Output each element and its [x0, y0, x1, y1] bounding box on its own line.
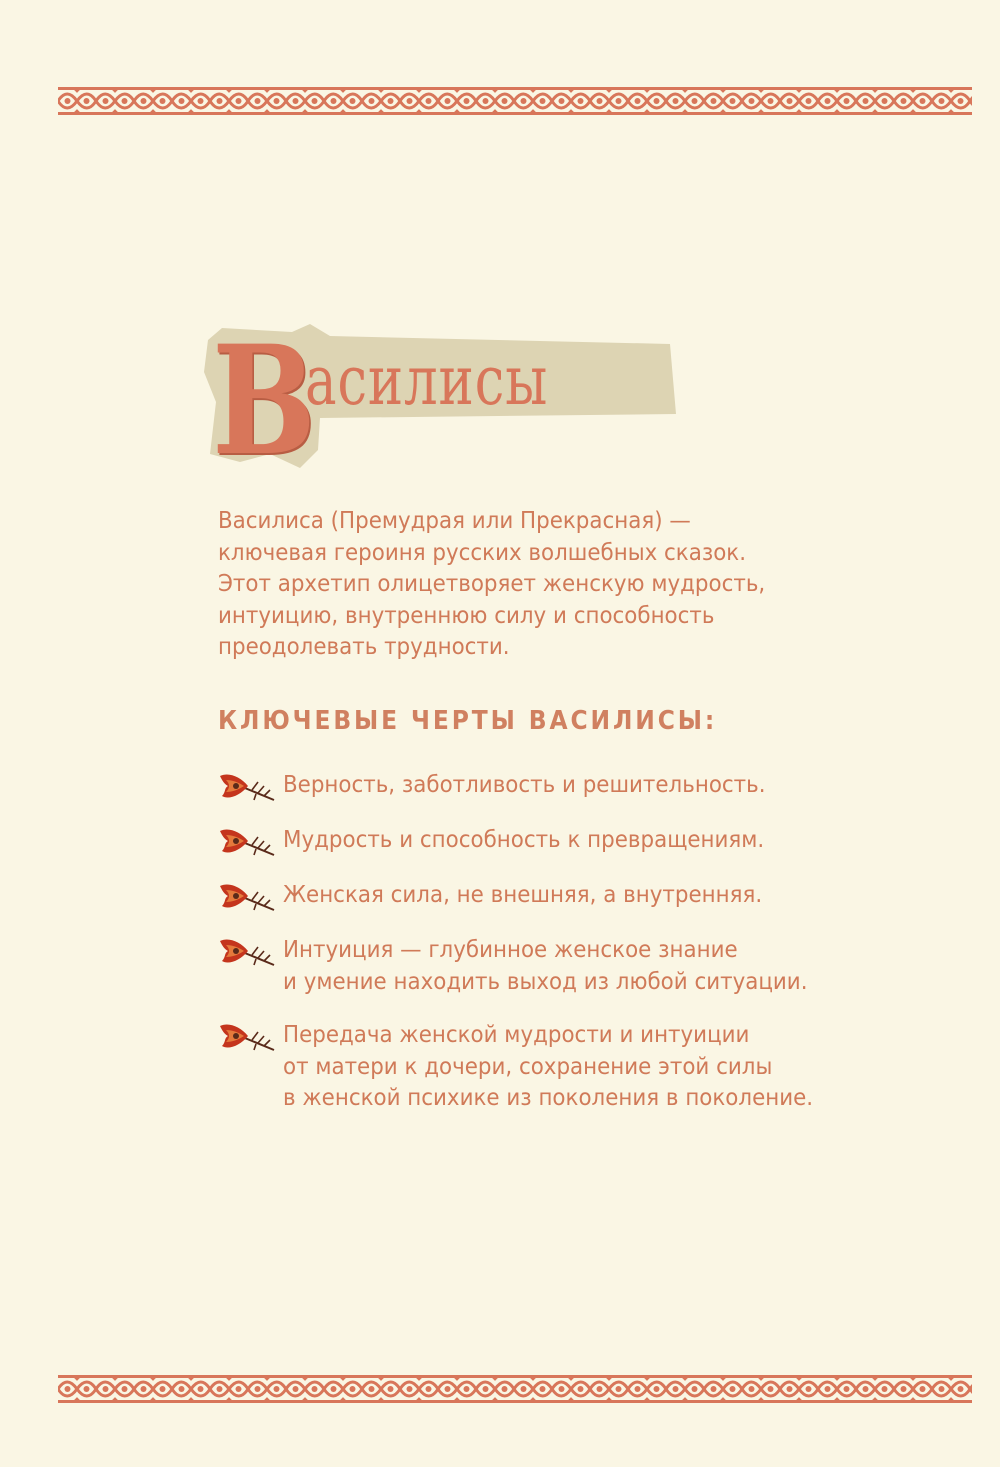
- firebird-feather-icon: [218, 880, 276, 914]
- intro-line: Этот архетип олицетворяет женскую мудрость,: [218, 571, 766, 597]
- title-initial-letter: В: [212, 313, 316, 489]
- trait-line: в женской психике из поколения в поколение.: [283, 1085, 814, 1111]
- intro-line: ключевая героиня русских волшебных сказок.: [218, 539, 747, 566]
- trait-line: и умение находить выход из любой ситуации.: [283, 968, 808, 995]
- trait-line: Мудрость и способность к превращениям.: [283, 827, 765, 853]
- folk-ornament-icon: [58, 86, 972, 116]
- firebird-feather-icon: [218, 770, 276, 804]
- trait-line: Интуиция — глубинное женское знание: [283, 937, 738, 963]
- firebird-feather-icon: [218, 935, 276, 969]
- firebird-feather-icon: [218, 1020, 276, 1054]
- intro-line: Василиса (Премудрая или Прекрасная) —: [218, 508, 691, 534]
- intro-paragraph: [218, 506, 818, 664]
- title-rest: асилисы: [305, 342, 549, 421]
- top-ornament-border: [58, 86, 972, 116]
- page-title: [200, 313, 680, 489]
- trait-line: Женская сила, не внешняя, а внутренняя.: [283, 882, 763, 908]
- firebird-feather-icon: [218, 825, 276, 859]
- folk-ornament-icon: [58, 1374, 972, 1404]
- bottom-ornament-border: [58, 1374, 972, 1404]
- trait-line: Передача женской мудрости и интуиции: [283, 1022, 750, 1048]
- trait-line: Верность, заботливость и решительность.: [283, 772, 766, 798]
- trait-line: от матери к дочери, сохранение этой силы: [283, 1053, 773, 1080]
- intro-line: преодолевать трудности.: [218, 634, 510, 660]
- intro-line: интуицию, внутреннюю силу и способность: [218, 602, 715, 629]
- section-heading: КЛЮЧЕВЫЕ ЧЕРТЫ ВАСИЛИСЫ:: [218, 706, 718, 736]
